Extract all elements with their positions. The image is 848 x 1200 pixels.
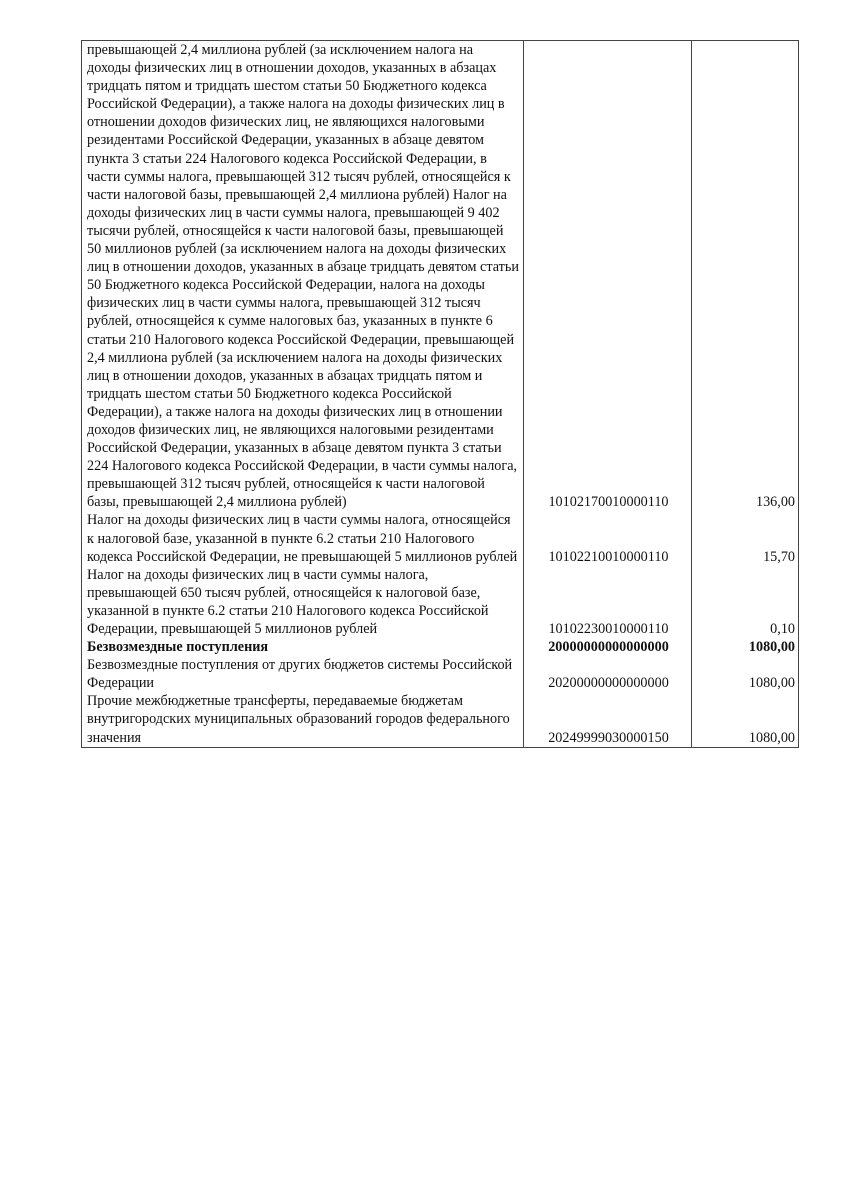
table-row — [82, 656, 799, 692]
row-code-cell: 20249999030000150 — [524, 692, 692, 747]
revenue-table — [81, 40, 799, 748]
row-code-cell: 10102210010000110 — [524, 511, 692, 565]
row-code-cell: 10102230010000110 — [524, 566, 692, 638]
row-code-cell: 20000000000000000 — [524, 638, 692, 656]
row-name-cell: Налог на доходы физических лиц в части суммы налога, превышающей 650 тысяч рублей, относящейся к налоговой базе, указанной в пункте 6.2 статьи 210 Налогового кодекса Российской Федерации, превышающей 5 миллионов рублей — [82, 566, 524, 638]
row-amount-cell: 136,00 — [692, 41, 799, 512]
row-name-cell: Безвозмездные поступления — [82, 638, 524, 656]
table-row-section-total — [82, 638, 799, 656]
row-amount-cell: 15,70 — [692, 511, 799, 565]
row-code-cell: 10102170010000110 — [524, 41, 692, 512]
row-amount-cell: 1080,00 — [692, 656, 799, 692]
row-amount-cell: 1080,00 — [692, 638, 799, 656]
row-name-cell: Налог на доходы физических лиц в части суммы налога, относящейся к налоговой базе, указанной в пункте 6.2 статьи 210 Налогового кодекса Российской Федерации, не превышающей 5 миллионов рублей — [82, 511, 524, 565]
table-row — [82, 692, 799, 747]
table-row — [82, 511, 799, 565]
table-row — [82, 566, 799, 638]
row-code-cell: 20200000000000000 — [524, 656, 692, 692]
row-name-cell: Безвозмездные поступления от других бюджетов системы Российской Федерации — [82, 656, 524, 692]
row-amount-cell: 1080,00 — [692, 692, 799, 747]
row-name-cell: превышающей 2,4 миллиона рублей (за исключением налога на доходы физических лиц в отношении доходов, указанных в абзацах тридцать пятом и тридцать шестом статьи 50 Бюджетного кодекса Российской Федерации), а также налога на доходы физических лиц в отношении доходов физических лиц, не являющихся налоговыми резидентами Российской Федерации, указанных в абзаце девятом пункта 3 статьи 224 Налогового кодекса Российской Федерации, в части суммы налога, превышающей 312 тысяч рублей, относящейся к части налоговой базы, превышающей 2,4 миллиона рублей) Налог на доходы физических лиц в части суммы налога, превышающей 9 402 тысячи рублей, относящейся к части налоговой базы, превышающей 50 миллионов рублей (за исключением налога на доходы физических лиц в отношении доходов, указанных в абзаце тридцать девятом статьи 50 Бюджетного кодекса Российской Федерации, налога на доходы физических лиц в части суммы налога, превышающей 312 тысяч рублей, относящейся к сумме налоговых баз, указанных в пункте 6 статьи 210 Налогового кодекса Российской Федерации, превышающей 2,4 миллиона рублей (за исключением налога на доходы физических лиц в отношении доходов, указанных в абзацах тридцать пятом и тридцать шестом статьи 50 Бюджетного кодекса Российской Федерации), а также налога на доходы физических лиц в отношении доходов физических лиц, не являющихся налоговыми резидентами Российской Федерации, указанных в абзаце девятом пункта 3 статьи 224 Налогового кодекса Российской Федерации, в части суммы налога, превышающей 312 тысяч рублей, относящейся к части налоговой базы, превышающей 2,4 миллиона рублей) — [82, 41, 524, 512]
table-row — [82, 41, 799, 512]
row-amount-cell: 0,10 — [692, 566, 799, 638]
row-name-cell: Прочие межбюджетные трансферты, передаваемые бюджетам внутригородских муниципальных образований городов федерального значения — [82, 692, 524, 747]
